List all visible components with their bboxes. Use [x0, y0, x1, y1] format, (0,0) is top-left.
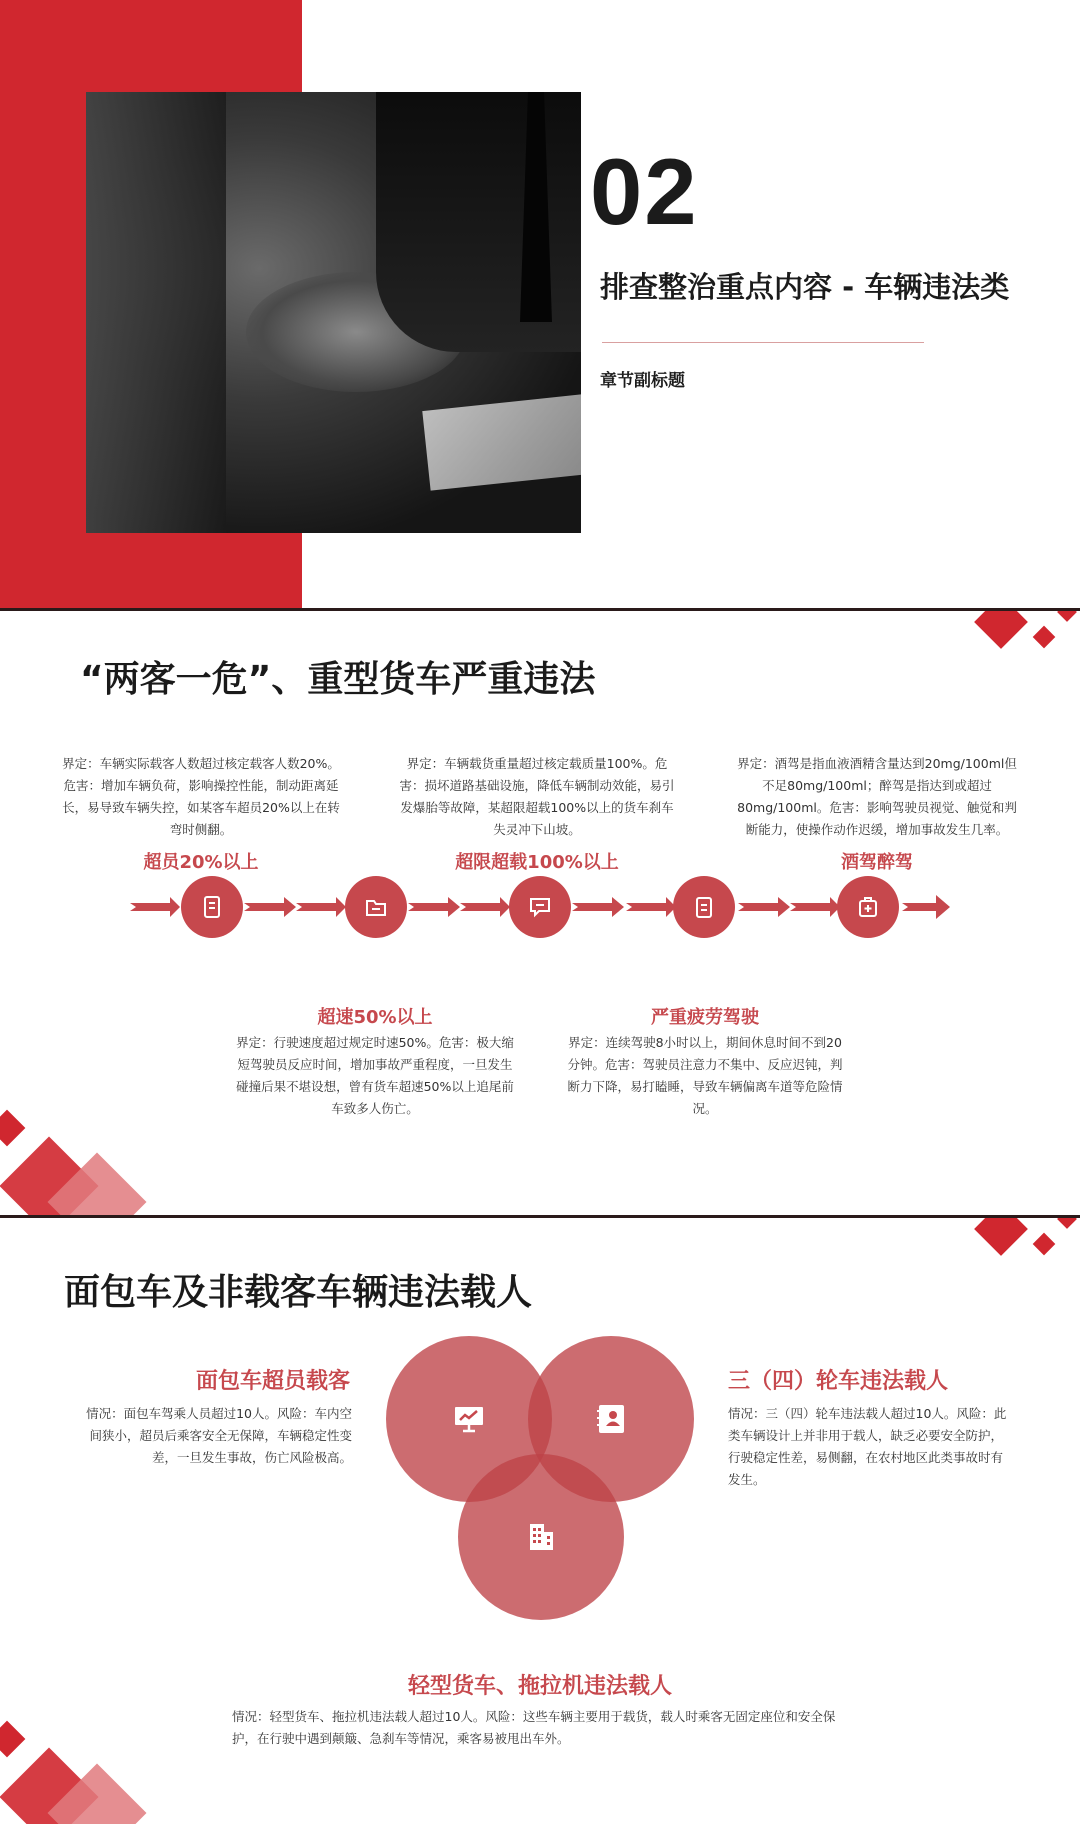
chapter-title: 排查整治重点内容 - 车辆违法类 [600, 270, 1010, 304]
slide-chapter-cover [0, 0, 1080, 611]
clipboard-icon [690, 893, 718, 921]
item-desc: 界定：车辆载货重量超过核定载质量100%。危害：损坏道路基础设施，降低车辆制动效能，易引发爆胎等故障，某超限超载100%以上的货车刹车失灵冲下山坡。 [399, 756, 675, 837]
item-label: 超限超载100%以上 [455, 852, 619, 873]
item-desc: 界定：行驶速度超过规定时速50%。危害：极大缩短驾驶员反应时间，增加事故严重程度，一旦发生碰撞后果不堪设想，曾有货车超速50%以上追尾前车致多人伤亡。 [236, 1035, 514, 1116]
chapter-number: 02 [590, 139, 699, 244]
venn-circle-bottom [458, 1454, 624, 1620]
item-desc: 界定：酒驾是指血液酒精含量达到20mg/100ml但不足80mg/100ml；醉驾是指达到或超过80mg/100ml。危害：影响驾驶员视觉、触觉和判断能力，使操作动作迟缓，增加事故发生几率。 [737, 756, 1017, 837]
item-desc: 界定：车辆实际载客人数超过核定载客人数20%。危害：增加车辆负荷，影响操控性能，制动距离延长，易导致车辆失控，如某客车超员20%以上在转弯时侧翻。 [62, 756, 340, 837]
timeline-node-4 [673, 876, 735, 938]
chat-icon [526, 893, 554, 921]
slide-title: 面包车及非载客车辆违法载人 [64, 1272, 533, 1313]
decor-diamond [1057, 1218, 1077, 1229]
document-icon [198, 893, 226, 921]
item-label: 严重疲劳驾驶 [651, 1007, 759, 1028]
divider [602, 342, 924, 343]
contact-card-icon [594, 1402, 628, 1436]
bottom-heading: 轻型货车、拖拉机违法载人 [407, 1674, 672, 1699]
slide-violations-timeline [0, 611, 1080, 1218]
item-label: 超员20%以上 [143, 852, 259, 873]
building-icon [524, 1520, 558, 1554]
timeline-node-2 [345, 876, 407, 938]
timeline-node-3 [509, 876, 571, 938]
decor-diamond [974, 1218, 1028, 1256]
right-desc: 情况：三（四）轮车违法载人超过10人。风险：此类车辆设计上并非用于载人，缺乏必要安全防护，行驶稳定性差，易侧翻，在农村地区此类事故时有发生。 [728, 1406, 1007, 1487]
bottom-desc: 情况：轻型货车、拖拉机违法载人超过10人。风险：这些车辆主要用于载货，载人时乘客无固定座位和安全保护，在行驶中遇到颠簸、急刹车等情况，乘客易被甩出车外。 [232, 1709, 836, 1746]
monitor-chart-icon [452, 1402, 486, 1436]
slide-illegal-passengers [0, 1218, 1080, 1824]
timeline-node-5 [837, 876, 899, 938]
decor-diamond [0, 1721, 25, 1758]
item-desc: 界定：连续驾驶8小时以上，期间休息时间不到20分钟。危害：驾驶员注意力不集中、反应迟钝，判断力下降，易打瞌睡，导致车辆偏离车道等危险情况。 [567, 1035, 843, 1116]
chapter-subtitle: 章节副标题 [600, 371, 685, 391]
item-label: 超速50%以上 [317, 1007, 433, 1028]
timeline-node-1 [181, 876, 243, 938]
folder-icon [362, 893, 390, 921]
handshake-photo [86, 92, 581, 533]
left-heading: 面包车超员载客 [195, 1369, 350, 1394]
right-heading: 三（四）轮车违法载人 [728, 1369, 949, 1394]
slide-title: “两客一危”、重型货车严重违法 [80, 659, 596, 700]
medical-bag-icon [854, 893, 882, 921]
item-label: 酒驾醉驾 [841, 852, 913, 873]
decor-diamond [1033, 1233, 1056, 1256]
left-desc: 情况：面包车驾乘人员超过10人。风险：车内空间狭小，超员后乘客安全无保障，车辆稳定性变差，一旦发生事故，伤亡风险极高。 [86, 1406, 352, 1465]
